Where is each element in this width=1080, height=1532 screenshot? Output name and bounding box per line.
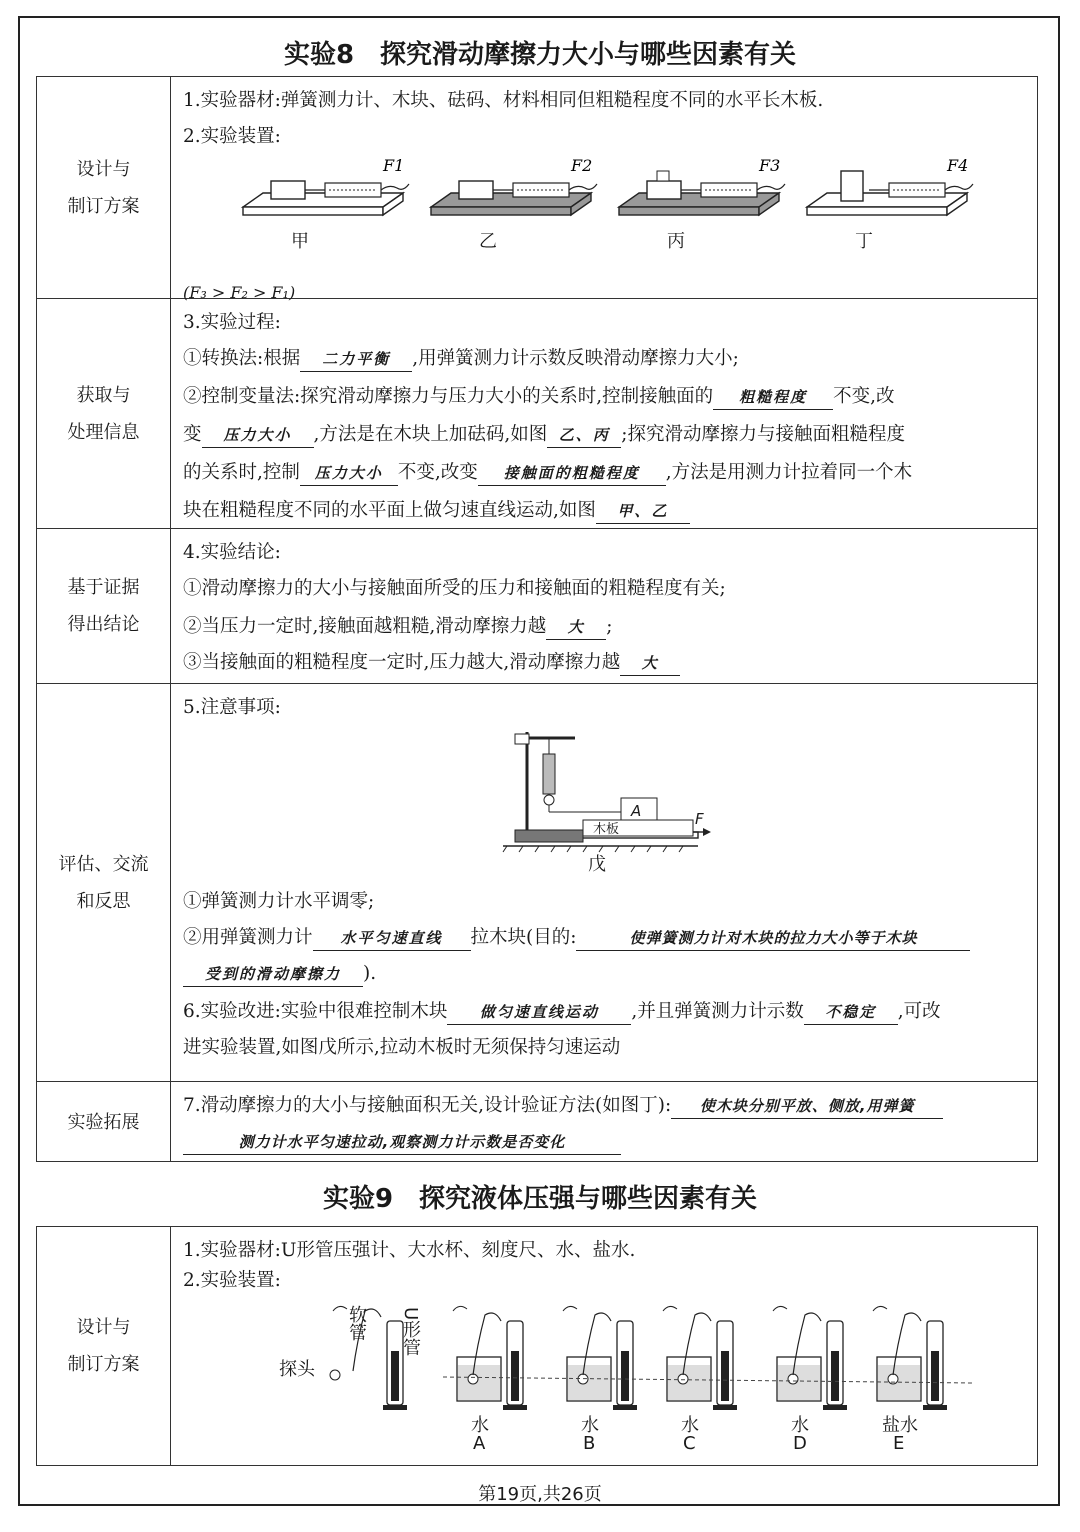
answer-blank: 二力平衡: [300, 347, 412, 372]
board-bing: [619, 171, 785, 215]
answer-blank: 大: [546, 615, 606, 640]
text: ,用弹簧测力计示数反映滑动摩擦力大小;: [412, 348, 739, 369]
beaker-setup: [773, 1306, 847, 1410]
row-label-line: 基于证据: [67, 577, 140, 598]
conclusion-line-3: [183, 651, 1027, 676]
utube-label: [397, 1307, 423, 1361]
row-label-line: 得出结论: [67, 614, 140, 635]
row-label-line: 设计与: [76, 158, 131, 180]
conclusion-line-2: [183, 615, 1027, 640]
answer-blank: 接触面的粗糙程度: [478, 461, 666, 486]
caption-wu: 戊: [588, 854, 606, 875]
note-line-3: [183, 962, 1027, 987]
answer-blank: 做匀速直线运动: [447, 1000, 631, 1025]
answer-blank: 压力大小: [202, 423, 314, 448]
materials-text: 1.实验器材:U形管压强计、大水杯、刻度尺、水、盐水.: [183, 1240, 636, 1261]
beaker-setup: [663, 1306, 737, 1410]
liquid-label: 水: [681, 1415, 699, 1436]
text: 不变,改: [833, 386, 895, 407]
row-body: [183, 1227, 1027, 1465]
extend-line-2: [183, 1130, 1027, 1155]
force-label: F2: [571, 156, 593, 175]
row-label-line: 设计与: [76, 1317, 131, 1338]
text: 6.实验改进:实验中很难控制木块: [183, 1001, 448, 1022]
caption-ding: 丁: [855, 231, 873, 252]
beaker-letter: D: [793, 1433, 807, 1454]
force-label: F4: [947, 156, 969, 175]
row-body: [183, 77, 1027, 302]
answer-blank: 水平匀速直线: [313, 926, 471, 951]
text: 软管: [346, 1305, 367, 1341]
note-line-5: 进实验装置,如图戊所示,拉动木板时无须保持匀速运动: [183, 1037, 621, 1058]
board-ding: [807, 171, 973, 215]
row-label-line: 评估、交流: [58, 853, 149, 875]
answer-blank: 测力计水平匀速拉动,观察测力计示数是否变化: [183, 1130, 621, 1155]
caption-yi: 乙: [479, 231, 497, 252]
process-line-2: [183, 385, 1027, 410]
page-number: 第19页,共26页: [478, 1484, 602, 1505]
row-label-line: 制订方案: [67, 1354, 140, 1375]
text: ③当接触面的粗糙程度一定时,压力越大,滑动摩擦力越: [183, 652, 621, 673]
answer-blank: 乙、丙: [547, 423, 621, 448]
notes-heading: 5.注意事项:: [183, 697, 281, 718]
row-body: [183, 1082, 1027, 1162]
row-label-line: 获取与: [76, 384, 131, 406]
text: 的关系时,控制: [183, 462, 300, 483]
force-relation: (F₃ > F₂ > F₁): [183, 283, 296, 302]
beaker-setup: [453, 1306, 527, 1410]
row-body: [183, 299, 1027, 528]
row-label-line: 制订方案: [67, 195, 140, 217]
force-label: F1: [383, 156, 405, 175]
text: 不变,改变: [397, 462, 478, 483]
soft-tube-label: [343, 1305, 369, 1346]
friction-setup-figures: [233, 156, 1073, 259]
answer-blank: 粗糙程度: [713, 385, 833, 410]
exp8-evaluate-row: [37, 684, 1037, 1082]
exp9-title: 实验9 探究液体压强与哪些因素有关: [322, 1184, 758, 1214]
note-line-2: [183, 926, 1027, 951]
improved-setup-figure: [503, 728, 713, 868]
process-line-3: [183, 423, 1027, 448]
text: 拉木块(目的:: [470, 927, 577, 948]
answer-blank: 使木块分别平放、侧放,用弹簧: [671, 1094, 943, 1119]
probe-label: 探头: [279, 1359, 315, 1380]
answer-blank: 受到的滑动摩擦力: [183, 962, 363, 987]
exp8-design-row: [37, 77, 1037, 302]
answer-blank: 不稳定: [804, 1000, 898, 1025]
answer-blank: 使弹簧测力计对木块的拉力大小等于木块: [576, 926, 970, 951]
process-line-1: [183, 347, 1027, 372]
exp8-conclusion-row: [37, 529, 1037, 684]
text: ,方法是在木块上加砝码,如图: [313, 424, 548, 445]
text: ,可改: [897, 1001, 941, 1022]
text: ①转换法:根据: [183, 348, 301, 369]
materials-text: 1.实验器材:弹簧测力计、木块、砝码、材料相同但粗糙程度不同的水平长木板.: [183, 90, 824, 111]
row-label: [37, 529, 171, 683]
setup-heading: 2.实验装置:: [183, 126, 281, 147]
board-label: 木板: [593, 822, 620, 837]
row-body: [183, 529, 1027, 683]
row-body: [183, 684, 1027, 1081]
text: ②控制变量法:探究滑动摩擦力与压力大小的关系时,控制接触面的: [183, 386, 714, 407]
answer-blank: 压力大小: [300, 461, 398, 486]
beaker-letter: B: [583, 1433, 596, 1454]
beaker-letter: A: [473, 1433, 486, 1454]
force-label: F: [695, 810, 704, 828]
text: ;探究滑动摩擦力与接触面粗糙程度: [621, 424, 906, 445]
note-line-1: ①弹簧测力计水平调零;: [183, 891, 375, 912]
exp8-extend-row: [37, 1082, 1037, 1162]
answer-blank: 甲、乙: [596, 499, 690, 524]
setup-heading: 2.实验装置:: [183, 1270, 281, 1291]
caption-bing: 丙: [667, 231, 685, 252]
beaker-setup: [563, 1306, 637, 1410]
liquid-label: 水: [791, 1415, 809, 1436]
process-line-4: [183, 461, 1027, 486]
note-line-4: [183, 1000, 1027, 1025]
extend-line-1: [183, 1094, 1027, 1119]
text: 7.滑动摩擦力的大小与接触面积无关,设计验证方法(如图丁):: [183, 1095, 672, 1116]
exp9-design-row: [37, 1227, 1037, 1465]
row-label: [37, 77, 171, 298]
row-label-line: 处理信息: [67, 421, 140, 443]
text: ②当压力一定时,接触面越粗糙,滑动摩擦力越: [183, 616, 547, 637]
row-label: [37, 684, 171, 1081]
text: ,并且弹簧测力计示数: [631, 1001, 804, 1022]
conclusion-heading: 4.实验结论:: [183, 542, 281, 563]
beaker-letter: E: [893, 1433, 905, 1454]
row-label: [37, 1227, 171, 1465]
board-jia: [243, 181, 409, 215]
row-label: [37, 299, 171, 528]
row-label: 实验拓展: [37, 1082, 171, 1162]
answer-blank: 大: [620, 651, 680, 676]
text: 变: [183, 424, 202, 445]
conclusion-line-1: ①滑动摩擦力的大小与接触面所受的压力和接触面的粗糙程度有关;: [183, 578, 726, 599]
process-line-5: [183, 499, 1027, 524]
liquid-label: 水: [471, 1415, 489, 1436]
text: ②用弹簧测力计: [183, 927, 313, 948]
text: 块在粗糙程度不同的水平面上做匀速直线运动,如图: [183, 500, 596, 521]
exp9-table: [36, 1226, 1038, 1466]
liquid-label: 盐水: [882, 1415, 918, 1436]
caption-jia: 甲: [291, 231, 309, 252]
process-heading: 3.实验过程:: [183, 312, 281, 333]
text: U形管: [400, 1307, 421, 1357]
exp8-title: 实验8 探究滑动摩擦力大小与哪些因素有关: [283, 40, 797, 70]
exp8-table: [36, 76, 1038, 1162]
beaker-setup: [873, 1306, 947, 1410]
row-label-line: 和反思: [76, 890, 131, 912]
text: ,方法是用测力计拉着同一个木: [665, 462, 913, 483]
block-label: A: [631, 802, 642, 820]
text: ).: [363, 963, 377, 984]
liquid-label: 水: [581, 1415, 599, 1436]
board-yi: [431, 181, 597, 215]
beaker-letter: C: [683, 1433, 696, 1454]
text: ;: [606, 616, 613, 637]
force-label: F3: [759, 156, 781, 175]
exp8-process-row: [37, 299, 1037, 529]
